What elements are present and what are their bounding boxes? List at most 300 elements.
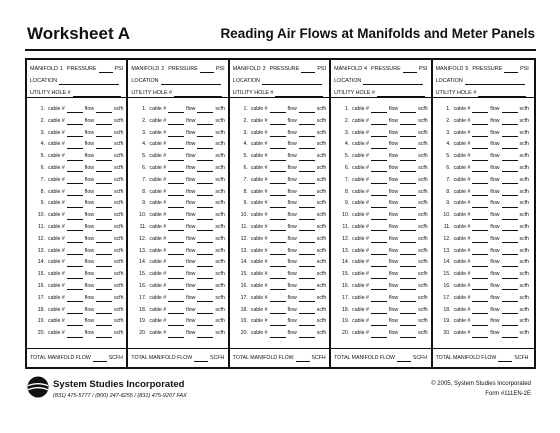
- cable-field[interactable]: [270, 118, 286, 125]
- table-row: [230, 281, 329, 293]
- flow-field[interactable]: [96, 224, 112, 231]
- flow-field[interactable]: [400, 165, 416, 172]
- cable-field[interactable]: [67, 106, 83, 113]
- flow-label: flow: [490, 259, 500, 266]
- cable-label: cable #: [149, 106, 167, 112]
- flow-field[interactable]: [502, 272, 518, 279]
- cable-field[interactable]: [168, 130, 184, 137]
- scfh-label: scfh: [215, 294, 225, 301]
- cable-field[interactable]: [371, 260, 387, 267]
- flow-field[interactable]: [400, 118, 416, 125]
- flow-field[interactable]: [400, 130, 416, 137]
- flow-field[interactable]: [502, 224, 518, 231]
- flow-field[interactable]: [502, 331, 518, 338]
- cable-label: cable #: [48, 212, 65, 219]
- cable-field[interactable]: [371, 177, 387, 184]
- row-number: 8.: [40, 188, 45, 195]
- flow-field[interactable]: [400, 224, 416, 231]
- flow-field[interactable]: [502, 165, 518, 172]
- cable-label: cable #: [149, 176, 167, 183]
- cable-field[interactable]: [371, 130, 387, 137]
- flow-field[interactable]: [96, 307, 112, 314]
- flow-field[interactable]: [299, 142, 315, 149]
- utility-hole-field[interactable]: [174, 90, 222, 97]
- cable-field[interactable]: [270, 165, 286, 172]
- row-number: 5.: [243, 153, 248, 160]
- flow-field[interactable]: [502, 177, 518, 184]
- flow-field[interactable]: [299, 201, 315, 208]
- cable-field[interactable]: [168, 260, 184, 267]
- table-row: [27, 163, 126, 175]
- flow-field[interactable]: [96, 201, 112, 208]
- cable-field[interactable]: [67, 295, 83, 302]
- cable-field[interactable]: [371, 165, 387, 172]
- cable-field[interactable]: [67, 201, 83, 208]
- cable-field[interactable]: [371, 224, 387, 231]
- scfh-label: scfh: [519, 176, 530, 183]
- manifold-label: MANIFOLD: [435, 66, 464, 72]
- flow-field[interactable]: [400, 331, 416, 338]
- flow-field[interactable]: [96, 213, 112, 220]
- cable-field[interactable]: [371, 283, 387, 290]
- cable-field[interactable]: [168, 307, 184, 314]
- flow-field[interactable]: [299, 260, 315, 267]
- cable-field[interactable]: [67, 118, 83, 125]
- flow-field[interactable]: [197, 295, 213, 302]
- cable-field[interactable]: [270, 272, 286, 279]
- flow-field[interactable]: [197, 213, 213, 220]
- cable-field[interactable]: [67, 154, 83, 161]
- cable-field[interactable]: [472, 331, 488, 338]
- scfh-label: scfh: [113, 117, 124, 124]
- cable-field[interactable]: [472, 201, 488, 208]
- flow-label: flow: [186, 294, 196, 301]
- total-flow-field[interactable]: [194, 355, 208, 362]
- flow-field[interactable]: [299, 331, 315, 338]
- scfh-label: scfh: [316, 117, 327, 124]
- flow-field[interactable]: [299, 224, 315, 231]
- cable-field[interactable]: [67, 331, 83, 338]
- flow-field[interactable]: [502, 248, 518, 255]
- table-row: [230, 257, 329, 269]
- total-flow-field[interactable]: [498, 355, 512, 362]
- cable-field[interactable]: [472, 189, 488, 196]
- table-row: [331, 187, 430, 199]
- row-number: 3.: [142, 129, 147, 136]
- utility-hole-field[interactable]: [275, 90, 323, 97]
- total-flow-field[interactable]: [296, 355, 310, 362]
- cable-field[interactable]: [472, 248, 488, 255]
- cable-label: cable #: [250, 117, 268, 124]
- scfh-label: scfh: [215, 164, 225, 171]
- table-row: [433, 104, 534, 116]
- cable-field[interactable]: [270, 319, 286, 326]
- cable-field[interactable]: [472, 106, 488, 113]
- cable-field[interactable]: [371, 201, 387, 208]
- flow-field[interactable]: [400, 106, 416, 113]
- flow-field[interactable]: [299, 130, 315, 137]
- table-row: [433, 257, 534, 269]
- cable-field[interactable]: [168, 213, 184, 220]
- scfh-label: scfh: [418, 153, 428, 160]
- cable-field[interactable]: [270, 154, 286, 161]
- manifold-number: 5: [465, 66, 469, 72]
- flow-field[interactable]: [400, 295, 416, 302]
- utility-hole-field[interactable]: [478, 90, 526, 97]
- row-number: 10.: [240, 212, 248, 219]
- cable-field[interactable]: [472, 118, 488, 125]
- row-number: 11.: [443, 223, 451, 230]
- cable-field[interactable]: [168, 319, 184, 326]
- flow-field[interactable]: [502, 130, 518, 137]
- cable-field[interactable]: [168, 295, 184, 302]
- cable-field[interactable]: [472, 142, 488, 149]
- cable-field[interactable]: [67, 272, 83, 279]
- flow-field[interactable]: [502, 154, 518, 161]
- flow-field[interactable]: [197, 307, 213, 314]
- utility-hole-field[interactable]: [377, 90, 425, 97]
- total-flow-line: [433, 348, 534, 367]
- flow-field[interactable]: [502, 213, 518, 220]
- cable-field[interactable]: [270, 189, 286, 196]
- flow-field[interactable]: [502, 106, 518, 113]
- cable-field[interactable]: [168, 142, 184, 149]
- cable-field[interactable]: [168, 248, 184, 255]
- cable-field[interactable]: [371, 189, 387, 196]
- flow-field[interactable]: [400, 260, 416, 267]
- flow-field[interactable]: [96, 118, 112, 125]
- flow-field[interactable]: [96, 260, 112, 267]
- flow-field[interactable]: [502, 260, 518, 267]
- flow-label: flow: [490, 212, 500, 219]
- cable-field[interactable]: [472, 307, 488, 314]
- pressure-field[interactable]: [301, 66, 315, 73]
- cable-field[interactable]: [270, 283, 286, 290]
- flow-field[interactable]: [197, 165, 213, 172]
- cable-field[interactable]: [472, 272, 488, 279]
- table-row: [27, 305, 126, 317]
- cable-label: cable #: [48, 141, 65, 148]
- flow-field[interactable]: [96, 248, 112, 255]
- cable-field[interactable]: [371, 295, 387, 302]
- cable-field[interactable]: [67, 224, 83, 231]
- scfh-label: scfh: [316, 318, 327, 325]
- location-field[interactable]: [59, 78, 119, 85]
- total-flow-field[interactable]: [397, 355, 411, 362]
- flow-label: flow: [287, 330, 297, 337]
- flow-field[interactable]: [96, 272, 112, 279]
- scfh-label: scfh: [519, 318, 530, 325]
- cable-field[interactable]: [67, 236, 83, 243]
- flow-field[interactable]: [197, 201, 213, 208]
- cable-field[interactable]: [168, 177, 184, 184]
- flow-field[interactable]: [197, 130, 213, 137]
- flow-field[interactable]: [197, 331, 213, 338]
- manifold-number: 2: [161, 66, 165, 72]
- flow-field[interactable]: [96, 295, 112, 302]
- cable-field[interactable]: [67, 307, 83, 314]
- cable-field[interactable]: [371, 213, 387, 220]
- flow-field[interactable]: [299, 319, 315, 326]
- cable-field[interactable]: [67, 260, 83, 267]
- flow-field[interactable]: [197, 260, 213, 267]
- scfh-label: scfh: [215, 188, 225, 195]
- cable-field[interactable]: [371, 319, 387, 326]
- flow-field[interactable]: [400, 283, 416, 290]
- cable-label: cable #: [48, 282, 65, 289]
- cable-field[interactable]: [472, 236, 488, 243]
- flow-field[interactable]: [299, 177, 315, 184]
- cable-label: cable #: [48, 176, 65, 183]
- row-number: 2.: [40, 117, 45, 124]
- cable-field[interactable]: [67, 189, 83, 196]
- flow-field[interactable]: [96, 331, 112, 338]
- row-number: 16.: [240, 282, 248, 289]
- cable-field[interactable]: [371, 142, 387, 149]
- flow-field[interactable]: [96, 236, 112, 243]
- flow-field[interactable]: [197, 224, 213, 231]
- table-row: [128, 234, 227, 246]
- pressure-field[interactable]: [200, 66, 214, 73]
- flow-field[interactable]: [96, 283, 112, 290]
- flow-field[interactable]: [96, 130, 112, 137]
- flow-field[interactable]: [197, 106, 213, 113]
- cable-field[interactable]: [371, 236, 387, 243]
- cable-field[interactable]: [371, 248, 387, 255]
- flow-field[interactable]: [400, 319, 416, 326]
- cable-field[interactable]: [472, 295, 488, 302]
- flow-field[interactable]: [197, 154, 213, 161]
- flow-field[interactable]: [96, 177, 112, 184]
- total-unit-label: SCFH: [311, 355, 326, 361]
- flow-field[interactable]: [400, 154, 416, 161]
- cable-field[interactable]: [270, 295, 286, 302]
- scfh-label: scfh: [316, 200, 327, 207]
- flow-field[interactable]: [400, 142, 416, 149]
- flow-field[interactable]: [299, 106, 315, 113]
- flow-field[interactable]: [299, 118, 315, 125]
- flow-field[interactable]: [197, 177, 213, 184]
- location-field[interactable]: [262, 78, 322, 85]
- table-row: [433, 293, 534, 305]
- cable-field[interactable]: [67, 142, 83, 149]
- flow-field[interactable]: [299, 213, 315, 220]
- form-number: Form #111EN-2E: [485, 391, 531, 397]
- cable-field[interactable]: [67, 248, 83, 255]
- flow-field[interactable]: [299, 236, 315, 243]
- flow-field[interactable]: [197, 248, 213, 255]
- cable-field[interactable]: [270, 224, 286, 231]
- flow-field[interactable]: [502, 295, 518, 302]
- table-row: [331, 269, 430, 281]
- flow-field[interactable]: [400, 189, 416, 196]
- cable-field[interactable]: [270, 248, 286, 255]
- cable-field[interactable]: [270, 331, 286, 338]
- flow-field[interactable]: [400, 248, 416, 255]
- flow-field[interactable]: [197, 118, 213, 125]
- cable-field[interactable]: [168, 283, 184, 290]
- psi-label: PSI: [317, 66, 327, 72]
- flow-field[interactable]: [299, 272, 315, 279]
- flow-field[interactable]: [299, 165, 315, 172]
- flow-field[interactable]: [299, 283, 315, 290]
- location-label: LOCATION: [131, 78, 159, 84]
- cable-field[interactable]: [472, 260, 488, 267]
- cable-field[interactable]: [371, 106, 387, 113]
- cable-label: cable #: [453, 223, 471, 230]
- row-number: 10.: [139, 212, 147, 219]
- flow-field[interactable]: [299, 154, 315, 161]
- cable-field[interactable]: [371, 118, 387, 125]
- table-row: [128, 210, 227, 222]
- manifold-column: [27, 60, 128, 367]
- cable-field[interactable]: [67, 319, 83, 326]
- scfh-label: scfh: [418, 235, 428, 242]
- flow-field[interactable]: [197, 283, 213, 290]
- table-row: [128, 175, 227, 187]
- cable-label: cable #: [453, 247, 471, 254]
- cable-field[interactable]: [472, 224, 488, 231]
- flow-field[interactable]: [197, 142, 213, 149]
- cable-field[interactable]: [270, 130, 286, 137]
- cable-field[interactable]: [371, 272, 387, 279]
- cable-field[interactable]: [168, 224, 184, 231]
- flow-label: flow: [490, 294, 500, 301]
- cable-field[interactable]: [67, 213, 83, 220]
- flow-field[interactable]: [502, 118, 518, 125]
- cable-field[interactable]: [270, 177, 286, 184]
- flow-field[interactable]: [502, 319, 518, 326]
- cable-field[interactable]: [67, 283, 83, 290]
- scfh-label: scfh: [418, 117, 428, 124]
- row-number: 5.: [344, 153, 350, 160]
- cable-field[interactable]: [270, 201, 286, 208]
- pressure-field[interactable]: [403, 66, 417, 73]
- flow-label: flow: [388, 153, 399, 160]
- flow-field[interactable]: [96, 154, 112, 161]
- table-row: [433, 151, 534, 163]
- row-number: 20.: [37, 330, 45, 337]
- flow-field[interactable]: [299, 248, 315, 255]
- cable-field[interactable]: [168, 272, 184, 279]
- cable-field[interactable]: [270, 307, 286, 314]
- cable-field[interactable]: [270, 236, 286, 243]
- cable-field[interactable]: [472, 177, 488, 184]
- scfh-label: scfh: [519, 306, 530, 313]
- flow-field[interactable]: [502, 283, 518, 290]
- cable-field[interactable]: [168, 201, 184, 208]
- table-row: [27, 175, 126, 187]
- flow-field[interactable]: [400, 307, 416, 314]
- scfh-label: scfh: [113, 271, 124, 278]
- flow-field[interactable]: [197, 272, 213, 279]
- flow-field[interactable]: [96, 106, 112, 113]
- flow-field[interactable]: [197, 319, 213, 326]
- cable-field[interactable]: [168, 165, 184, 172]
- cable-field[interactable]: [67, 130, 83, 137]
- cable-field[interactable]: [472, 213, 488, 220]
- flow-field[interactable]: [400, 201, 416, 208]
- total-flow-label: TOTAL MANIFOLD FLOW: [30, 355, 91, 361]
- table-row: [128, 293, 227, 305]
- flow-field[interactable]: [299, 189, 315, 196]
- flow-field[interactable]: [299, 295, 315, 302]
- table-row: [331, 151, 430, 163]
- cable-field[interactable]: [168, 118, 184, 125]
- row-number: 10.: [37, 212, 45, 219]
- flow-field[interactable]: [299, 307, 315, 314]
- cable-field[interactable]: [472, 319, 488, 326]
- flow-field[interactable]: [96, 189, 112, 196]
- flow-field[interactable]: [502, 236, 518, 243]
- scfh-label: scfh: [113, 294, 124, 301]
- cable-label: cable #: [149, 117, 167, 124]
- cable-field[interactable]: [270, 213, 286, 220]
- table-row: [27, 187, 126, 199]
- cable-field[interactable]: [472, 154, 488, 161]
- flow-label: flow: [287, 212, 297, 219]
- flow-field[interactable]: [502, 307, 518, 314]
- cable-label: cable #: [352, 153, 369, 160]
- flow-field[interactable]: [96, 142, 112, 149]
- flow-label: flow: [490, 271, 500, 278]
- flow-field[interactable]: [502, 201, 518, 208]
- cable-field[interactable]: [472, 130, 488, 137]
- flow-field[interactable]: [502, 189, 518, 196]
- flow-label: flow: [388, 164, 399, 171]
- flow-field[interactable]: [197, 236, 213, 243]
- scfh-label: scfh: [316, 306, 327, 313]
- location-field[interactable]: [465, 78, 525, 85]
- row-number: 19.: [341, 318, 350, 325]
- flow-field[interactable]: [197, 189, 213, 196]
- cable-field[interactable]: [67, 177, 83, 184]
- flow-field[interactable]: [502, 142, 518, 149]
- flow-field[interactable]: [400, 213, 416, 220]
- cable-field[interactable]: [371, 331, 387, 338]
- total-flow-field[interactable]: [93, 355, 107, 362]
- flow-label: flow: [186, 271, 196, 278]
- utility-hole-field[interactable]: [73, 90, 121, 97]
- cable-field[interactable]: [168, 106, 184, 113]
- cable-field[interactable]: [168, 236, 184, 243]
- cable-field[interactable]: [371, 307, 387, 314]
- cable-label: cable #: [352, 141, 369, 148]
- cable-field[interactable]: [168, 189, 184, 196]
- flow-field[interactable]: [400, 272, 416, 279]
- cable-field[interactable]: [270, 106, 286, 113]
- cable-field[interactable]: [270, 142, 286, 149]
- pressure-field[interactable]: [504, 66, 518, 73]
- flow-field[interactable]: [96, 319, 112, 326]
- location-field[interactable]: [161, 78, 221, 85]
- pressure-label: PRESSURE: [168, 66, 198, 72]
- flow-field[interactable]: [400, 177, 416, 184]
- cable-field[interactable]: [67, 165, 83, 172]
- cable-field[interactable]: [168, 331, 184, 338]
- cable-field[interactable]: [472, 283, 488, 290]
- flow-field[interactable]: [96, 165, 112, 172]
- cable-field[interactable]: [472, 165, 488, 172]
- scfh-label: scfh: [418, 129, 428, 136]
- cable-field[interactable]: [371, 154, 387, 161]
- cable-field[interactable]: [168, 154, 184, 161]
- location-field[interactable]: [363, 78, 423, 85]
- flow-field[interactable]: [400, 236, 416, 243]
- cable-field[interactable]: [270, 260, 286, 267]
- pressure-field[interactable]: [99, 66, 113, 73]
- cable-label: cable #: [250, 271, 268, 278]
